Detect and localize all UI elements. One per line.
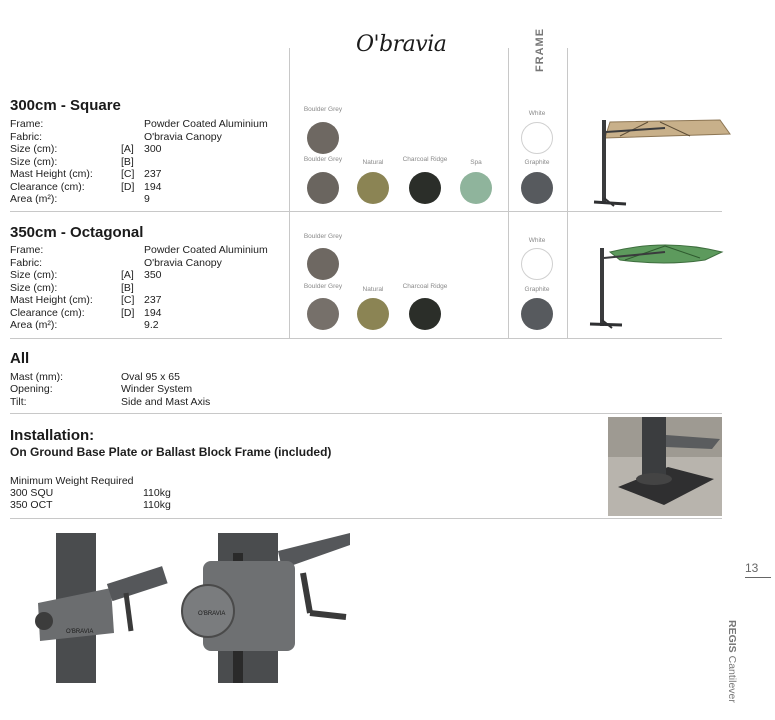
spec-row: Opening: Winder System — [10, 383, 193, 395]
square-title: 300cm - Square — [10, 97, 121, 114]
spec-row: Size (cm): [B] — [10, 156, 134, 168]
divider-oct-all — [10, 338, 722, 339]
base-plate-photo — [608, 417, 722, 516]
spec-row: Area (m²): 9 — [10, 193, 150, 205]
octagonal-umbrella-image — [580, 238, 730, 330]
frame-swatch-white[interactable] — [521, 248, 553, 280]
divider-all-install — [10, 413, 722, 414]
fabric-swatch-charcoal-ridge[interactable] — [409, 172, 441, 204]
swatch-label: Charcoal Ridge — [402, 283, 448, 290]
swatch-label: Boulder Grey — [303, 283, 343, 290]
fabric-swatch-boulder-grey[interactable] — [307, 122, 339, 154]
square-umbrella-image — [580, 112, 735, 208]
frame-swatch-white[interactable] — [521, 122, 553, 154]
swatch-label: Charcoal Ridge — [402, 156, 448, 163]
logo-text: O'bravia — [356, 32, 447, 57]
spec-row: Size (cm): [A] 300 — [10, 143, 162, 155]
octagonal-title: 350cm - Octagonal — [10, 224, 144, 241]
spec-row: Size (cm): [B] — [10, 282, 134, 294]
fabric-swatch-boulder-grey[interactable] — [307, 248, 339, 280]
spec-row: Frame: Powder Coated Aluminium — [10, 118, 268, 130]
spec-row: Frame: Powder Coated Aluminium — [10, 244, 268, 256]
swatch-label: Boulder Grey — [303, 156, 343, 163]
fabric-swatch-boulder-grey[interactable] — [307, 172, 339, 204]
spec-row: Clearance (cm): [D] 194 — [10, 181, 162, 193]
swatch-label: Boulder Grey — [303, 233, 343, 240]
fabric-swatch-natural[interactable] — [357, 172, 389, 204]
fabric-swatch-natural[interactable] — [357, 298, 389, 330]
all-title: All — [10, 350, 30, 367]
divider-square-oct — [10, 211, 722, 212]
fabric-swatch-spa[interactable] — [460, 172, 492, 204]
spec-row: Tilt: Side and Mast Axis — [10, 396, 211, 408]
winder-closeup-photo-left — [26, 533, 176, 683]
spec-row: Fabric: O'bravia Canopy — [10, 131, 222, 143]
swatch-label: Graphite — [524, 286, 550, 293]
spec-row: Clearance (cm): [D] 194 — [10, 307, 162, 319]
spec-row: Size (cm): [A] 350 — [10, 269, 162, 281]
winder-closeup-photo-right — [178, 533, 353, 683]
weight-row: 350 OCT 110kg — [10, 499, 171, 511]
swatch-label: Boulder Grey — [303, 106, 343, 113]
spec-row: Mast Height (cm): [C] 237 — [10, 168, 162, 180]
installation-subtitle: On Ground Base Plate or Ballast Block Frame (included) — [10, 445, 332, 459]
photo-badge-text: O'BRAVIA — [66, 629, 94, 635]
swatch-label: Graphite — [524, 159, 550, 166]
photo-badge-text: O'BRAVIA — [198, 611, 226, 617]
swatch-label: White — [528, 237, 546, 244]
min-weight-label: Minimum Weight Required — [10, 475, 134, 487]
fabric-swatch-boulder-grey[interactable] — [307, 298, 339, 330]
installation-title: Installation: — [10, 427, 95, 444]
weight-row: 300 SQU 110kg — [10, 487, 171, 499]
spec-row: Mast (mm): Oval 95 x 65 — [10, 371, 180, 383]
swatch-label: Natural — [362, 286, 384, 293]
side-title: REGIS Cantilever — [726, 620, 738, 703]
page-number: 13 — [745, 561, 759, 575]
swatch-label: Natural — [362, 159, 384, 166]
divider-frame-right — [567, 48, 568, 338]
swatch-label: Spa — [470, 159, 482, 166]
frame-swatch-graphite[interactable] — [521, 298, 553, 330]
spec-row: Fabric: O'bravia Canopy — [10, 257, 222, 269]
spec-row: Area (m²): 9.2 — [10, 319, 159, 331]
frame-column-heading: FRAME — [534, 27, 547, 73]
frame-swatch-graphite[interactable] — [521, 172, 553, 204]
divider-install-photos — [10, 518, 722, 519]
fabric-swatch-charcoal-ridge[interactable] — [409, 298, 441, 330]
page-number-rule — [745, 577, 771, 578]
swatch-label: White — [528, 110, 546, 117]
spec-row: Mast Height (cm): [C] 237 — [10, 294, 162, 306]
divider-frame-left — [508, 48, 509, 338]
obravia-logo — [356, 32, 446, 57]
